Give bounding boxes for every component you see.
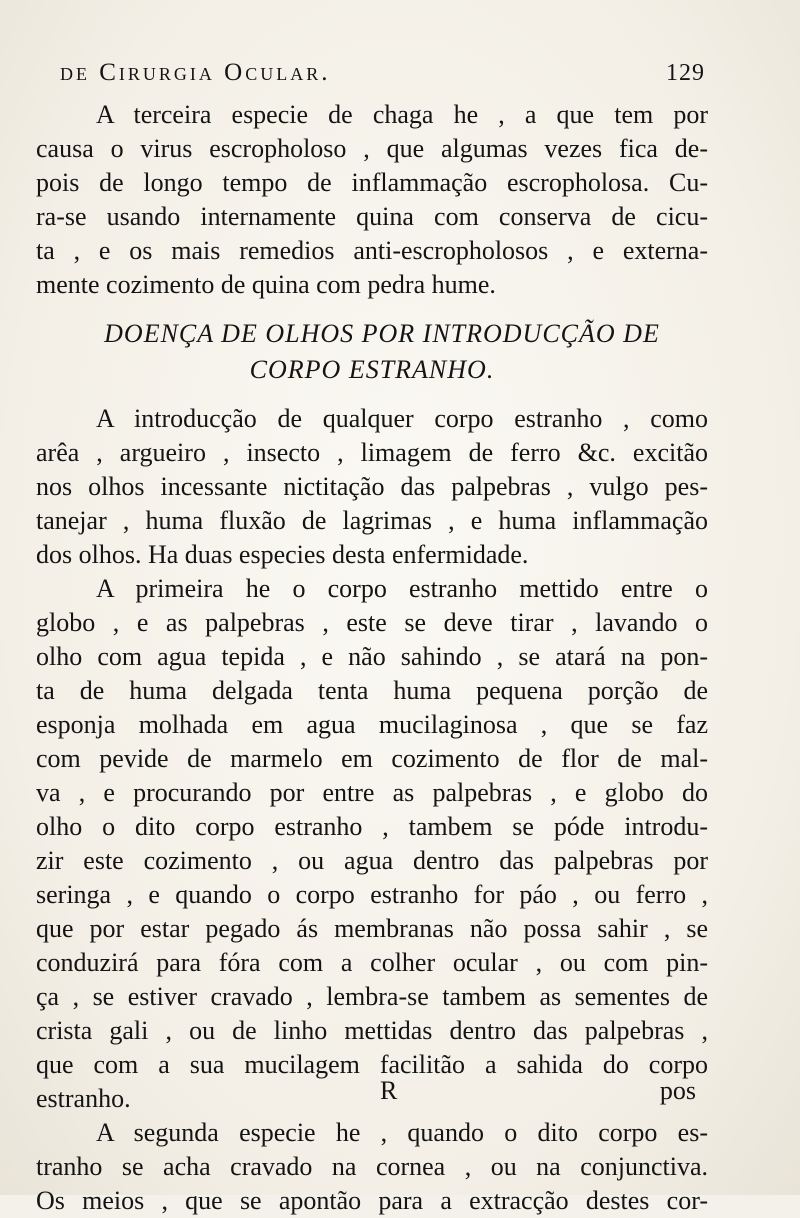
text-line: ta de huma delgada tenta huma pequena porção de [36,676,708,705]
text-line: A segunda especie he , quando o dito corpo es- [96,1118,708,1147]
paragraph-introduccao [36,402,708,572]
text-line: tanejar , huma fluxão de lagrimas , e huma inflammação [36,506,708,535]
paragraph-segunda-especie [36,1116,708,1218]
text-line: ra-se usando internamente quina com conserva de cicu- [36,202,708,231]
text-line: que com a sua mucilagem facilitão a sahida do corpo [36,1050,708,1079]
text-line: ta , e os mais remedios anti-escropholosos , e externa- [36,236,708,265]
text-line: globo , e as palpebras , este se deve tirar , lavando o [36,608,708,637]
paragraph-chaga-escropholosa [36,98,708,302]
section-heading-continued: CORPO ESTRANHO. [249,355,495,384]
text-line: olho o dito corpo estranho , tambem se póde introdu- [36,812,708,841]
page-footer [36,1076,696,1110]
text-line: zir este cozimento , ou agua dentro das palpebras por [36,846,708,875]
text-line: olho com agua tepida , e não sahindo , se atará na pon- [36,642,708,671]
text-line: A primeira he o corpo estranho mettido entre o [96,574,708,603]
running-header [60,56,705,90]
text-line: ça , se estiver cravado , lembra-se tambem as sementes de [36,982,708,1011]
text-line: nos olhos incessante nictitação das palpebras , vulgo pes- [36,472,708,501]
signature-mark: R [380,1076,398,1105]
page-number: 129 [666,59,705,86]
running-title: de Cirurgia Ocular. [60,59,331,86]
paragraph-primeira-especie [36,572,708,1116]
text-line: A introducção de qualquer corpo estranho , como [96,404,708,433]
text-line: conduzirá para fóra com a colher ocular , ou com pin- [36,948,708,977]
section-heading: DOENÇA DE OLHOS POR INTRODUCÇÃO DE [104,319,660,348]
text-line: pois de longo tempo de inflammação escropholosa. Cu- [36,168,708,197]
text-line: arêa , argueiro , insecto , limagem de ferro &c. excitão [36,438,708,467]
text-line: va , e procurando por entre as palpebras , e globo do [36,778,708,807]
text-line: que por estar pegado ás membranas não possa sahir , se [36,914,708,943]
text-line: estranho. [36,1084,131,1113]
text-line: Os meios , que se apontão para a extracção destes cor- [36,1186,708,1215]
text-line: A terceira especie de chaga he , a que tem por [96,100,708,129]
text-line: esponja molhada em agua mucilaginosa , que se faz [36,710,708,739]
body-text [36,98,708,1218]
text-line: crista gali , ou de linho mettidas dentro das palpebras , [36,1016,708,1045]
text-line: dos olhos. Ha duas especies desta enfermidade. [36,540,529,569]
text-line: seringa , e quando o corpo estranho for páo , ou ferro , [36,880,708,909]
catchword: pos [659,1076,696,1105]
text-line: causa o virus escropholoso , que algumas vezes fica de- [36,134,708,163]
text-line: mente cozimento de quina com pedra hume. [36,270,496,299]
text-line: tranho se acha cravado na cornea , ou na conjunctiva. [36,1152,708,1181]
text-line: com pevide de marmelo em cozimento de flor de mal- [36,744,708,773]
